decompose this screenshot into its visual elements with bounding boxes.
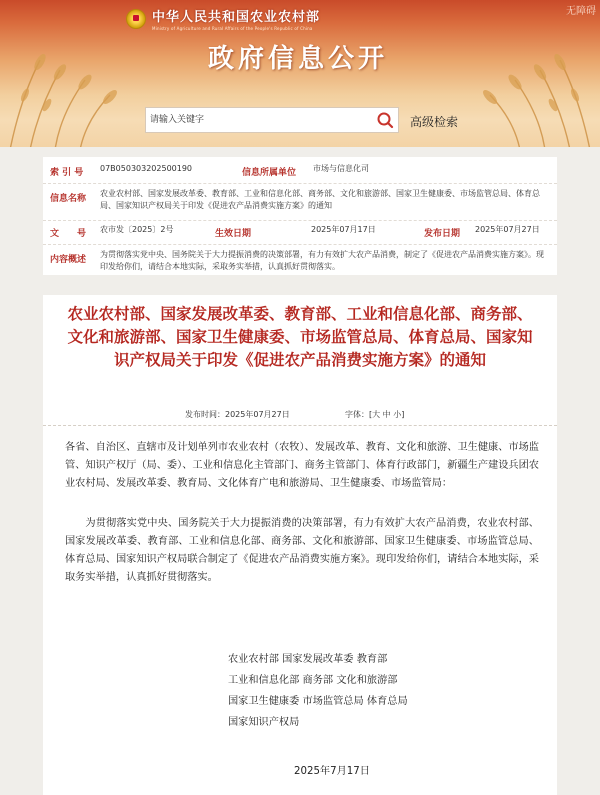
info-panel: [43, 157, 557, 275]
signatory-line: 工业和信息化部 商务部 文化和旅游部: [228, 675, 398, 686]
publish-time: 发布时间：2025年07月27日: [185, 410, 290, 419]
site-name-en: Ministry of Agriculture and Rural Affairs of the People's Republic of China: [152, 26, 313, 31]
docno-value: 农市发〔2025〕2号: [100, 225, 174, 234]
signatory-line: 国家知识产权局: [228, 717, 300, 728]
info-row-name: [43, 183, 557, 221]
article-title: 农业农村部、国家发展改革委、教育部、工业和信息化部、商务部、文化和旅游部、国家卫生健康委、市场监管总局、体育总局、国家知识产权局关于印发《促进农产品消费实施方案》的通知: [67, 305, 533, 369]
wheat-decoration-left: [0, 40, 140, 147]
search-icon[interactable]: [372, 108, 398, 132]
body-paragraph: 为贯彻落实党中央、国务院关于大力提振消费的决策部署，有力有效扩大农产品消费，农业农村部、国家发展改革委、教育部、工业和信息化部、商务部、文化和旅游部、国家卫生健康委、市场监管总局、体育总局、国家知识产权局联合制定了《促进农产品消费实施方案》。现印发给你们，请结合本地实际，采取务实举措，认真抓好贯彻落实。: [65, 518, 539, 583]
site-name: 中华人民共和国农业农村部: [152, 10, 321, 25]
font-size-control[interactable]: 字体：[大 中 小]: [345, 410, 405, 419]
search-input[interactable]: [146, 109, 372, 131]
pubdate-value: 2025年07月27日: [475, 225, 540, 234]
site-logo[interactable]: [126, 6, 320, 31]
wheat-decoration-right: [460, 40, 600, 147]
index-value: 07B050303202500190: [100, 164, 193, 173]
national-emblem-icon: [126, 9, 146, 29]
recipients-paragraph: 各省、自治区、直辖市及计划单列市农业农村（农牧）、发展改革、教育、文化和旅游、卫生健康、市场监管、知识产权厅（局、委）、工业和信息化主管部门、商务主管部门、体育行政部门，新疆生产建设兵团农业农村局、发展改革委、教育局、文化体育广电和旅游局、卫生健康委、市场监管局：: [65, 442, 539, 489]
divider: [43, 425, 557, 426]
signatory-line: 国家卫生健康委 市场监管总局 体育总局: [228, 696, 408, 707]
search-bar: [145, 107, 399, 133]
pubdate-label: 发布日期: [424, 229, 461, 239]
signatory-line: 农业农村部 国家发展改革委 教育部: [228, 654, 388, 665]
summary-value: 为贯彻落实党中央、国务院关于大力提振消费的决策部署，有力有效扩大农产品消费，制定了《促进农产品消费实施方案》。现印发给你们，请结合本地实际，采取务实举措，认真抓好贯彻落实。: [100, 250, 544, 271]
info-row-index: [43, 157, 557, 184]
effective-label: 生效日期: [215, 229, 252, 239]
effective-value: 2025年07月17日: [311, 225, 376, 234]
document-date: 2025年7月17日: [294, 766, 370, 777]
info-row-summary: [43, 244, 557, 275]
page-title: 政府信息公开: [208, 44, 389, 74]
docno-label: 文 号: [50, 229, 87, 239]
article: [43, 295, 557, 795]
accessibility-link[interactable]: 无障碍: [566, 6, 596, 17]
dept-value: 市场与信息化司: [313, 164, 369, 173]
name-value: 农业农村部、国家发展改革委、教育部、工业和信息化部、商务部、文化和旅游部、国家卫生健康委、市场监管总局、体育总局、国家知识产权局关于印发《促进农产品消费实施方案》的通知: [100, 189, 540, 210]
name-label: 信息名称: [50, 194, 87, 204]
index-label: 索 引 号: [50, 168, 84, 178]
header-banner: [0, 0, 600, 147]
info-row-docno: [43, 220, 557, 245]
dept-label: 信息所属单位: [242, 168, 297, 178]
advanced-search-link[interactable]: 高级检索: [410, 115, 459, 129]
summary-label: 内容概述: [50, 255, 87, 265]
